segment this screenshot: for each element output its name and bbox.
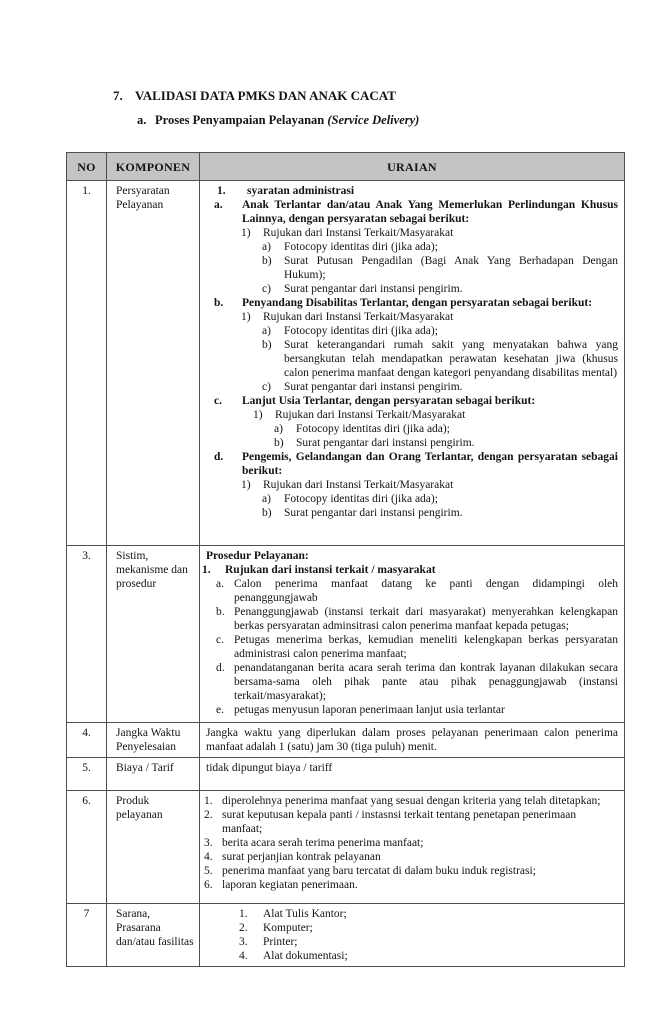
- uraian-item: tidak dipungut biaya / tariff: [206, 762, 333, 774]
- uraian-item: c) Surat pengantar dari instansi pengirim.: [262, 283, 463, 295]
- list-marker: 1.: [239, 908, 248, 920]
- list-marker: b): [262, 255, 272, 267]
- subsection-letter: a.: [137, 113, 147, 127]
- list-marker: 1.: [202, 564, 211, 576]
- uraian-item: 2. surat keputusan kepala panti / instasnsi terkait tentang penetapan penerimaan manfaat;: [204, 809, 577, 835]
- uraian-item: 1. Alat Tulis Kantor;: [239, 908, 347, 920]
- uraian-item: 1. syaratan administrasi: [217, 185, 355, 197]
- uraian-cell: [200, 904, 625, 967]
- uraian-item: 4. Alat dokumentasi;: [239, 950, 348, 962]
- table-body: [67, 181, 625, 967]
- section-number: 7.: [113, 88, 123, 103]
- komponen-cell: Sistim, mekanisme dan prosedur: [107, 546, 200, 723]
- table-row: [67, 546, 625, 723]
- uraian-item: 4. surat perjanjian kontrak pelayanan: [204, 851, 381, 863]
- uraian-item: Prosedur Pelayanan:: [206, 550, 309, 562]
- komponen-cell: Biaya / Tarif: [107, 758, 200, 791]
- list-marker: c.: [216, 634, 224, 646]
- list-marker: b.: [214, 297, 224, 309]
- list-marker: 5.: [204, 865, 213, 877]
- list-marker: d.: [216, 662, 225, 674]
- uraian-item: 3. Printer;: [239, 936, 298, 948]
- komponen-cell: Jangka Waktu Penyelesaian: [107, 723, 200, 758]
- header-komponen: KOMPONEN: [107, 153, 200, 181]
- list-marker: 2.: [204, 809, 213, 821]
- uraian-cell: [200, 546, 625, 723]
- header-no: NO: [67, 153, 107, 181]
- uraian-item: c. Petugas menerima berkas, kemudian meneliti kelengkapan berkas persyaratan administrasi calon penerima manfaat;: [216, 634, 618, 660]
- list-marker: a): [262, 241, 271, 253]
- uraian-item: b. Penyandang Disabilitas Terlantar, dengan persyaratan sebagai berikut:: [214, 297, 593, 309]
- table-row: [67, 181, 625, 546]
- uraian-item: d. penandatanganan berita acara serah terima dan kontrak layanan dilakukan secara bersama-sama oleh pihak pante atau pihak penaggungjawab (instansi terkait/masyarakat);: [216, 662, 618, 702]
- list-marker: a): [274, 423, 283, 435]
- table-header: [67, 153, 625, 181]
- list-marker: 6.: [204, 879, 213, 891]
- list-marker: 4.: [239, 950, 248, 962]
- uraian-item: a. Anak Terlantar dan/atau Anak Yang Memerlukan Perlindungan Khusus Lainnya, dengan persyaratan sebagai berikut:: [214, 199, 618, 225]
- uraian-cell: [200, 181, 625, 546]
- uraian-item: d. Pengemis, Gelandangan dan Orang Terlantar, dengan persyaratan sebagai berikut:: [214, 451, 618, 477]
- list-marker: 1): [241, 311, 251, 323]
- list-marker: a.: [216, 578, 224, 590]
- list-marker: e.: [216, 704, 224, 716]
- row-number-cell: 3.: [67, 546, 107, 723]
- uraian-item: b) Surat pengantar dari instansi pengirim.: [262, 507, 463, 519]
- komponen-cell: Produk pelayanan: [107, 791, 200, 904]
- table-row: [67, 758, 625, 791]
- table-row: [67, 791, 625, 904]
- list-marker: 1): [253, 409, 263, 421]
- list-marker: c.: [214, 395, 222, 407]
- uraian-item: 6. laporan kegiatan penerimaan.: [204, 879, 358, 891]
- komponen-cell: Sarana, Prasarana dan/atau fasilitas: [107, 904, 200, 967]
- uraian-item: a) Fotocopy identitas diri (jika ada);: [262, 325, 438, 337]
- list-marker: 1.: [217, 185, 226, 197]
- uraian-item: 3. berita acara serah terima penerima manfaat;: [204, 837, 424, 849]
- uraian-item: b) Surat keterangandari rumah sakit yang menyatakan bahwa yang bersangkutan telah mendapatkan perawatan kesehatan jiwa (khusus calon penerima manfaat dengan kategori penyandang disabilitas mental): [262, 339, 618, 379]
- list-marker: a.: [214, 199, 223, 211]
- uraian-item: c) Surat pengantar dari instansi pengirim.: [262, 381, 463, 393]
- list-marker: b.: [216, 606, 225, 618]
- list-marker: 4.: [204, 851, 213, 863]
- section-title-text: VALIDASI DATA PMKS DAN ANAK CACAT: [135, 88, 396, 103]
- uraian-item: 2. Komputer;: [239, 922, 313, 934]
- uraian-item: 5. penerima manfaat yang baru tercatat di dalam buku induk registrasi;: [204, 865, 536, 877]
- section-title: [113, 88, 613, 103]
- list-marker: b): [262, 339, 272, 351]
- list-marker: 2.: [239, 922, 248, 934]
- uraian-item: 1. Rujukan dari instansi terkait / masyarakat: [202, 564, 436, 576]
- row-number-cell: 6.: [67, 791, 107, 904]
- uraian-item: e. petugas menyusun laporan penerimaan lanjut usia terlantar: [216, 704, 505, 716]
- uraian-item: b. Penanggungjawab (instansi terkait dari masyarakat) menyerahkan kelengkapan berkas persyaratan adminsitrasi calon penerima manfaat kepada petugas;: [216, 606, 618, 632]
- list-marker: b): [262, 507, 272, 519]
- komponen-cell: Persyaratan Pelayanan: [107, 181, 200, 546]
- uraian-item: 1) Rujukan dari Instansi Terkait/Masyarakat: [241, 311, 454, 323]
- subsection-title-italic: (Service Delivery): [327, 113, 420, 127]
- row-number-cell: 4.: [67, 723, 107, 758]
- list-marker: c): [262, 381, 271, 393]
- header-row: [67, 153, 625, 181]
- service-standard-table: [66, 152, 625, 967]
- uraian-cell: [200, 791, 625, 904]
- uraian-item: 1) Rujukan dari Instansi Terkait/Masyarakat: [241, 479, 454, 491]
- list-marker: 1.: [204, 795, 213, 807]
- list-marker: a): [262, 493, 271, 505]
- list-marker: c): [262, 283, 271, 295]
- uraian-item: a) Fotocopy identitas diri (jika ada);: [262, 241, 438, 253]
- list-marker: 1): [241, 227, 251, 239]
- subsection-title-text: Proses Penyampaian Pelayanan: [155, 113, 328, 127]
- row-number-cell: 7: [67, 904, 107, 967]
- list-marker: 1): [241, 479, 251, 491]
- uraian-item: c. Lanjut Usia Terlantar, dengan persyaratan sebagai berikut:: [214, 395, 536, 407]
- row-number-cell: 5.: [67, 758, 107, 791]
- uraian-item: a) Fotocopy identitas diri (jika ada);: [262, 493, 438, 505]
- row-number-cell: 1.: [67, 181, 107, 546]
- uraian-item: a. Calon penerima manfaat datang ke panti dengan didampingi oleh penanggungjawab: [216, 578, 618, 604]
- list-marker: d.: [214, 451, 224, 463]
- uraian-item: Jangka waktu yang diperlukan dalam proses pelayanan penerimaan calon penerima manfaat adalah 1 (satu) jam 30 (tiga puluh) menit.: [206, 727, 618, 753]
- uraian-cell: [200, 723, 625, 758]
- uraian-item: b) Surat pengantar dari instansi pengirim.: [274, 437, 475, 449]
- uraian-item: 1) Rujukan dari Instansi Terkait/Masyarakat: [253, 409, 466, 421]
- section-subtitle: [137, 113, 617, 128]
- uraian-item: a) Fotocopy identitas diri (jika ada);: [274, 423, 450, 435]
- table-row: [67, 723, 625, 758]
- uraian-item: b) Surat Putusan Pengadilan (Bagi Anak Yang Berhadapan Dengan Hukum);: [262, 255, 618, 281]
- list-marker: 3.: [204, 837, 213, 849]
- uraian-item: 1. diperolehnya penerima manfaat yang sesuai dengan kriteria yang telah ditetapkan;: [204, 795, 601, 807]
- list-marker: 3.: [239, 936, 248, 948]
- list-marker: b): [274, 437, 284, 449]
- uraian-item: 1) Rujukan dari Instansi Terkait/Masyarakat: [241, 227, 454, 239]
- uraian-cell: [200, 758, 625, 791]
- list-marker: a): [262, 325, 271, 337]
- table-row: [67, 904, 625, 967]
- header-uraian: URAIAN: [200, 153, 625, 181]
